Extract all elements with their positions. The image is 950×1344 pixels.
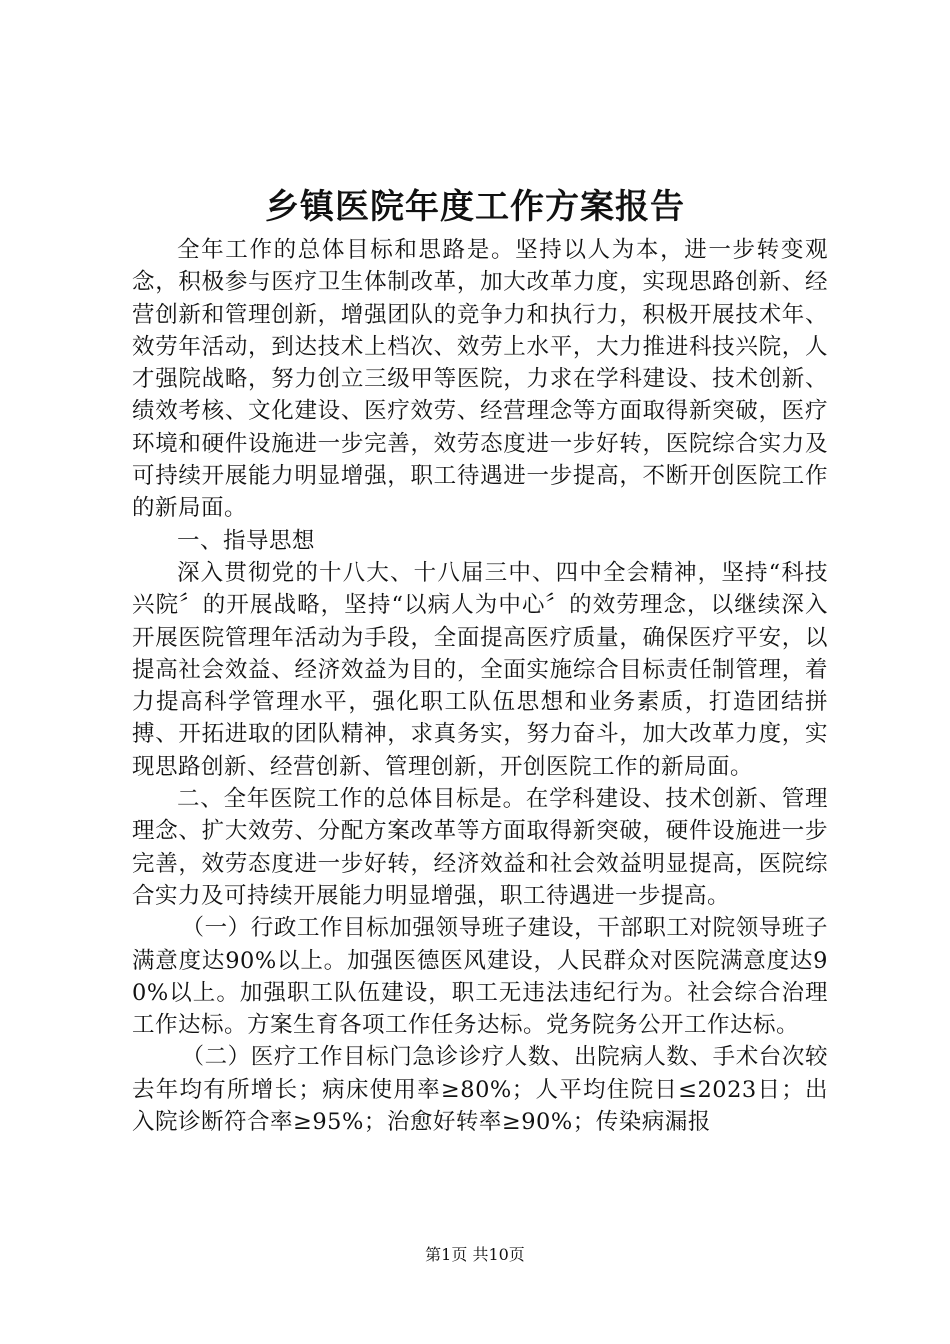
paragraph-annual-goals: 二、全年医院工作的总体目标是。在学科建设、技术创新、管理理念、扩大效劳、分配方案改革等方面取得新突破，硬件设施进一步完善，效劳态度进一步好转，经济效益和社会效益明显提高，医院综合实力及可持续开展能力明显增强，职工待遇进一步提高。 <box>132 786 828 909</box>
document-body <box>132 234 828 1138</box>
section-heading-guiding-thought: 一、指导思想 <box>177 527 316 554</box>
paragraph-medical-goals: （二）医疗工作目标门急诊诊疗人数、出院病人数、手术台次较去年均有所增长；病床使用率≥80%；人平均住院日≤2023日；出入院诊断符合率≥95%；治愈好转率≥90%；传染病漏报 <box>132 1044 828 1136</box>
paragraph-admin-goals: （一）行政工作目标加强领导班子建设，干部职工对院领导班子满意度达90%以上。加强医德医风建设，人民群众对医院满意度达90%以上。加强职工队伍建设，职工无违法违纪行为。社会综合治理工作达标。方案生育各项工作任务达标。党务院务公开工作达标。 <box>132 915 828 1039</box>
page-number-footer: 第1页 共10页 <box>425 1245 525 1264</box>
paragraph-overall-goals: 全年工作的总体目标和思路是。坚持以人为本，进一步转变观念，积极参与医疗卫生体制改革，加大改革力度，实现思路创新、经营创新和管理创新，增强团队的竞争力和执行力，积极开展技术年、效劳年活动，到达技术上档次、效劳上水平，大力推进科技兴院，人才强院战略，努力创立三级甲等医院，力求在学科建设、技术创新、绩效考核、文化建设、医疗效劳、经营理念等方面取得新突破，医疗环境和硬件设施进一步完善，效劳态度进一步好转，医院综合实力及可持续开展能力明显增强，职工待遇进一步提高，不断开创医院工作的新局面。 <box>132 237 828 522</box>
paragraph-guiding-thought: 深入贯彻党的十八大、十八届三中、四中全会精神，坚持“科技兴院〞的开展战略，坚持“以病人为中心〞的效劳理念，以继续深入开展医院管理年活动为手段，全面提高医疗质量，确保医疗平安，以提高社会效益、经济效益为目的，全面实施综合目标责任制管理，着力提高科学管理水平，强化职工队伍思想和业务素质，打造团结拼搏、开拓进取的团队精神，求真务实，努力奋斗，加大改革力度，实现思路创新、经营创新、管理创新，开创医院工作的新局面。 <box>132 559 828 780</box>
document-title: 乡镇医院年度工作方案报告 <box>265 187 685 227</box>
